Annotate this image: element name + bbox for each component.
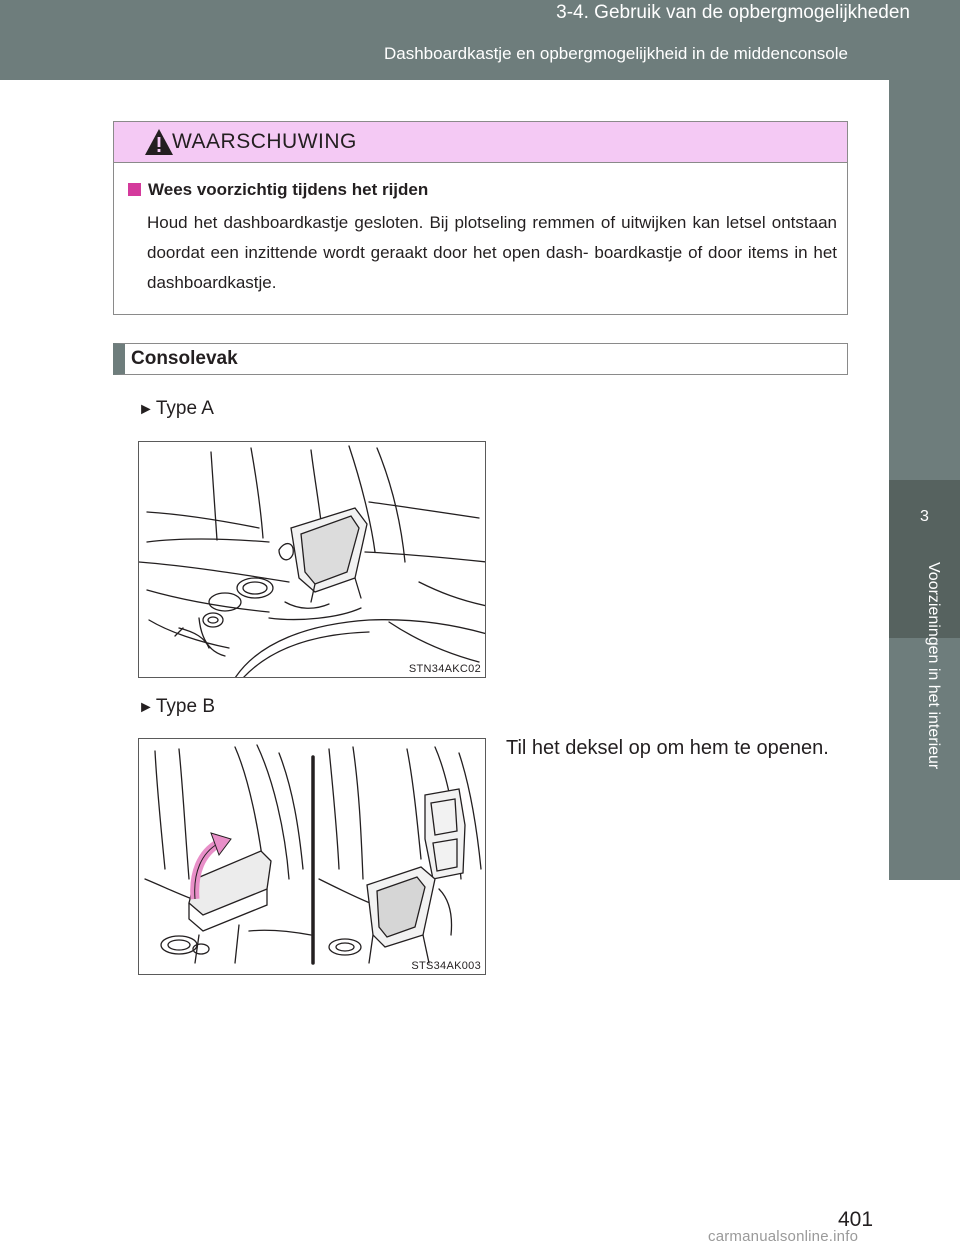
type-a-label	[138, 398, 214, 420]
type-b-illustration	[138, 738, 486, 975]
instruction-text: Til het deksel op om hem te openen.	[506, 737, 829, 759]
warning-triangle-icon	[144, 128, 174, 156]
type-b-label	[138, 696, 215, 718]
side-tab-number: 3	[920, 508, 929, 525]
figure-code-b: STS34AK003	[411, 960, 481, 972]
watermark-text: carmanualsonline.info	[708, 1228, 859, 1245]
type-a-label-text: Type A	[155, 398, 214, 419]
section-heading-bar	[113, 343, 848, 375]
figure-code-a: STN34AKC02	[408, 663, 481, 675]
console-type-b-drawing	[139, 739, 486, 975]
warning-subheading-text: Wees voorzichtig tijdens het rijden	[148, 180, 429, 199]
square-bullet-icon	[128, 183, 141, 196]
warning-box	[113, 121, 848, 315]
section-heading: Consolevak	[131, 348, 238, 369]
warning-title-bar	[114, 122, 847, 163]
triangle-right-icon: ►	[138, 401, 154, 418]
warning-body: Houd het dashboardkastje gesloten. Bij plotseling remmen of uitwijken kan letsel ontstaan doordat een inzittende wordt geraakt door het open dash- boardkastje of door items in het dashboardkastje.	[147, 213, 837, 292]
triangle-right-icon: ►	[138, 699, 154, 716]
page-number: 401	[838, 1208, 874, 1231]
warning-subheading	[128, 180, 428, 200]
chapter-title: 3-4. Gebruik van de opbergmogelijkheden	[556, 2, 910, 23]
section-title: Dashboardkastje en opbergmogelijkheid in de middenconsole	[383, 44, 848, 63]
side-tab-title: Voorzieningen in het interieur	[925, 562, 942, 770]
type-a-illustration	[138, 441, 486, 678]
type-b-label-text: Type B	[155, 696, 215, 717]
page-header	[0, 0, 960, 80]
warning-title: WAARSCHUWING	[172, 130, 357, 153]
chapter-side-tab	[889, 80, 960, 880]
console-type-a-drawing	[139, 442, 486, 678]
